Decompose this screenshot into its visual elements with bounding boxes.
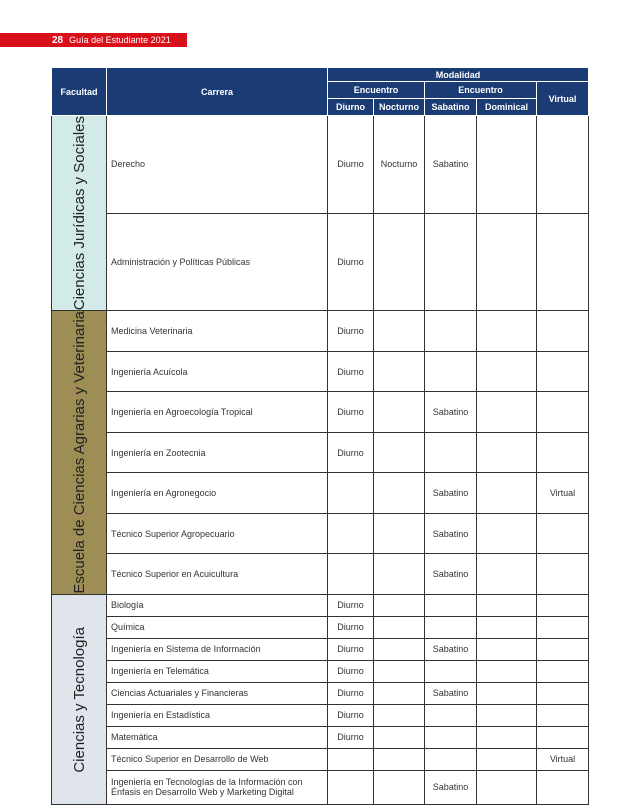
facultad-name: Escuela de Ciencias Agrarias y Veterinaria (70, 311, 88, 594)
virtual-cell (537, 554, 589, 595)
table-row (52, 594, 589, 616)
diurno-cell: Diurno (328, 704, 374, 726)
table-row (52, 554, 589, 595)
facultad-cell (52, 311, 107, 595)
dominical-cell (477, 116, 537, 214)
nocturno-cell (374, 682, 425, 704)
encuentro-header-2: Encuentro (425, 82, 537, 99)
facultad-name: Ciencias Jurídicas y Sociales (70, 116, 88, 311)
nocturno-cell (374, 638, 425, 660)
sabatino-cell: Sabatino (425, 638, 477, 660)
table-row (52, 351, 589, 392)
dominical-cell (477, 682, 537, 704)
modalidad-header: Modalidad (328, 68, 589, 82)
facultad-cell (52, 116, 107, 311)
virtual-cell (537, 116, 589, 214)
sabatino-cell: Sabatino (425, 682, 477, 704)
nocturno-cell (374, 432, 425, 473)
dominical-header: Dominical (477, 99, 537, 116)
careers-table (51, 67, 589, 805)
nocturno-cell (374, 660, 425, 682)
carrera-header: Carrera (107, 68, 328, 116)
sabatino-cell: Sabatino (425, 116, 477, 214)
carrera-cell: Ingeniería en Sistema de Información (107, 638, 328, 660)
carrera-cell: Técnico Superior Agropecuario (107, 513, 328, 554)
table-row (52, 616, 589, 638)
diurno-cell (328, 770, 374, 804)
document-title: Guía del Estudiante 2021 (69, 35, 171, 45)
virtual-cell (537, 682, 589, 704)
sabatino-cell: Sabatino (425, 770, 477, 804)
diurno-cell: Diurno (328, 351, 374, 392)
facultad-header: Facultad (52, 68, 107, 116)
diurno-cell: Diurno (328, 638, 374, 660)
nocturno-cell (374, 770, 425, 804)
page-number: 28 (52, 35, 64, 46)
table-row (52, 704, 589, 726)
dominical-cell (477, 432, 537, 473)
sabatino-cell (425, 616, 477, 638)
carrera-cell: Derecho (107, 116, 328, 214)
virtual-cell (537, 351, 589, 392)
dominical-cell (477, 311, 537, 352)
sabatino-cell: Sabatino (425, 554, 477, 595)
diurno-cell (328, 513, 374, 554)
sabatino-cell (425, 726, 477, 748)
virtual-cell (537, 513, 589, 554)
dominical-cell (477, 392, 537, 433)
virtual-cell (537, 726, 589, 748)
nocturno-cell (374, 748, 425, 770)
table-row (52, 432, 589, 473)
diurno-cell: Diurno (328, 392, 374, 433)
sabatino-header: Sabatino (425, 99, 477, 116)
carrera-cell: Ingeniería en Zootecnia (107, 432, 328, 473)
virtual-cell (537, 432, 589, 473)
virtual-cell (537, 616, 589, 638)
virtual-header: Virtual (537, 82, 589, 116)
dominical-cell (477, 748, 537, 770)
virtual-cell: Virtual (537, 473, 589, 514)
table-row (52, 682, 589, 704)
table-row (52, 513, 589, 554)
diurno-cell: Diurno (328, 682, 374, 704)
sabatino-cell: Sabatino (425, 392, 477, 433)
nocturno-cell: Nocturno (374, 116, 425, 214)
dominical-cell (477, 473, 537, 514)
diurno-cell (328, 473, 374, 514)
diurno-cell: Diurno (328, 594, 374, 616)
nocturno-cell (374, 513, 425, 554)
sabatino-cell (425, 594, 477, 616)
diurno-cell (328, 554, 374, 595)
sabatino-cell (425, 704, 477, 726)
dominical-cell (477, 594, 537, 616)
carrera-cell: Matemática (107, 726, 328, 748)
diurno-cell: Diurno (328, 660, 374, 682)
diurno-cell: Diurno (328, 616, 374, 638)
dominical-cell (477, 554, 537, 595)
sabatino-cell (425, 213, 477, 311)
table-row (52, 726, 589, 748)
nocturno-cell (374, 392, 425, 433)
diurno-cell: Diurno (328, 213, 374, 311)
diurno-header: Diurno (328, 99, 374, 116)
nocturno-cell (374, 616, 425, 638)
dominical-cell (477, 616, 537, 638)
carrera-cell: Medicina Veterinaria (107, 311, 328, 352)
virtual-cell: Virtual (537, 748, 589, 770)
virtual-cell (537, 213, 589, 311)
sabatino-cell (425, 748, 477, 770)
nocturno-cell (374, 726, 425, 748)
sabatino-cell (425, 311, 477, 352)
facultad-cell (52, 594, 107, 804)
nocturno-cell (374, 554, 425, 595)
sabatino-cell (425, 351, 477, 392)
table-row (52, 638, 589, 660)
nocturno-cell (374, 213, 425, 311)
diurno-cell: Diurno (328, 116, 374, 214)
table-row (52, 311, 589, 352)
dominical-cell (477, 638, 537, 660)
nocturno-cell (374, 473, 425, 514)
table-row (52, 660, 589, 682)
carrera-cell: Ingeniería Acuícola (107, 351, 328, 392)
dominical-cell (477, 770, 537, 804)
dominical-cell (477, 213, 537, 311)
sabatino-cell (425, 660, 477, 682)
virtual-cell (537, 594, 589, 616)
nocturno-cell (374, 351, 425, 392)
carrera-cell: Biología (107, 594, 328, 616)
dominical-cell (477, 513, 537, 554)
sabatino-cell: Sabatino (425, 513, 477, 554)
virtual-cell (537, 770, 589, 804)
carrera-cell: Ingeniería en Tecnologías de la Información con Énfasis en Desarrollo Web y Marketing Digital (107, 770, 328, 804)
table-row (52, 473, 589, 514)
diurno-cell: Diurno (328, 432, 374, 473)
carrera-cell: Ingeniería en Telemática (107, 660, 328, 682)
table-row (52, 392, 589, 433)
virtual-cell (537, 392, 589, 433)
table-row (52, 213, 589, 311)
virtual-cell (537, 311, 589, 352)
dominical-cell (477, 660, 537, 682)
page-header (52, 33, 171, 47)
dominical-cell (477, 726, 537, 748)
diurno-cell: Diurno (328, 726, 374, 748)
carrera-cell: Química (107, 616, 328, 638)
carrera-cell: Administración y Políticas Públicas (107, 213, 328, 311)
table-row (52, 748, 589, 770)
table-row (52, 116, 589, 214)
nocturno-cell (374, 704, 425, 726)
virtual-cell (537, 638, 589, 660)
virtual-cell (537, 704, 589, 726)
carrera-cell: Ingeniería en Agronegocio (107, 473, 328, 514)
nocturno-cell (374, 311, 425, 352)
dominical-cell (477, 351, 537, 392)
carrera-cell: Técnico Superior en Acuicultura (107, 554, 328, 595)
nocturno-cell (374, 594, 425, 616)
encuentro-header-1: Encuentro (328, 82, 425, 99)
nocturno-header: Nocturno (374, 99, 425, 116)
diurno-cell (328, 748, 374, 770)
carrera-cell: Ingeniería en Agroecología Tropical (107, 392, 328, 433)
carrera-cell: Ciencias Actuariales y Financieras (107, 682, 328, 704)
table-body (52, 116, 589, 805)
dominical-cell (477, 704, 537, 726)
virtual-cell (537, 660, 589, 682)
table-row (52, 770, 589, 804)
diurno-cell: Diurno (328, 311, 374, 352)
carrera-cell: Técnico Superior en Desarrollo de Web (107, 748, 328, 770)
carrera-cell: Ingeniería en Estadística (107, 704, 328, 726)
sabatino-cell: Sabatino (425, 473, 477, 514)
sabatino-cell (425, 432, 477, 473)
facultad-name: Ciencias y Tecnología (70, 626, 88, 773)
